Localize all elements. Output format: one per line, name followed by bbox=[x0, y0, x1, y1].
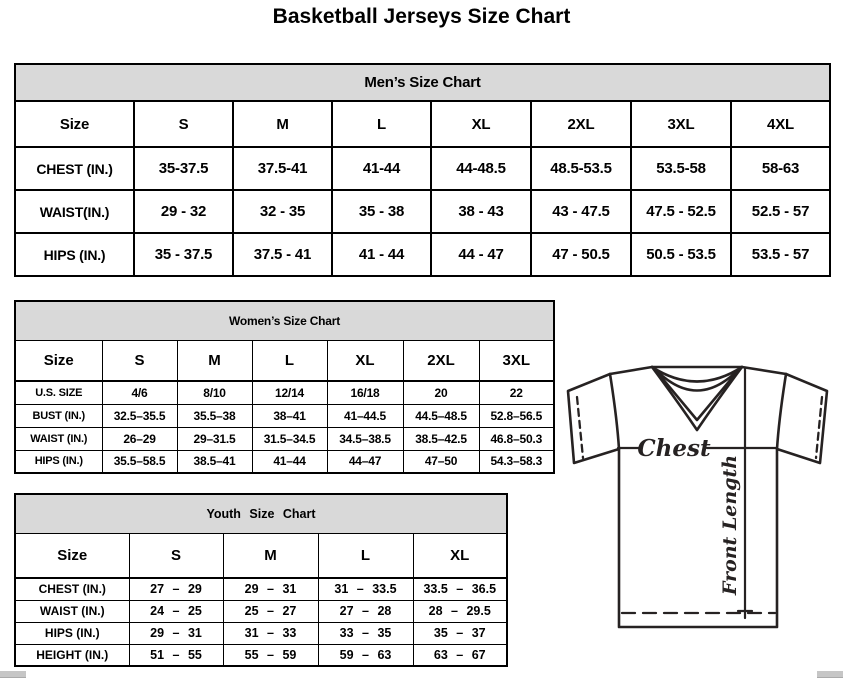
mens-size-chart-table bbox=[14, 63, 831, 277]
jersey-measurement-diagram bbox=[556, 360, 843, 645]
mens-col-header: XL bbox=[431, 101, 531, 147]
mens-cell: 53.5-58 bbox=[631, 147, 731, 190]
womens-size-chart-table bbox=[14, 300, 555, 474]
youth-cell: 35 – 37 bbox=[413, 622, 507, 644]
womens-cell: 29–31.5 bbox=[177, 427, 252, 450]
mens-cell: 47.5 - 52.5 bbox=[631, 190, 731, 233]
youth-cell: 31 – 33.5 bbox=[318, 578, 413, 600]
womens-row-label: HIPS (IN.) bbox=[15, 450, 102, 473]
youth-cell: 63 – 67 bbox=[413, 644, 507, 666]
front-length-label: Front Length bbox=[719, 454, 741, 596]
youth-row-label: HEIGHT (IN.) bbox=[15, 644, 129, 666]
womens-cell: 8/10 bbox=[177, 381, 252, 404]
youth-cell: 33.5 – 36.5 bbox=[413, 578, 507, 600]
jersey-outline bbox=[568, 374, 827, 627]
mens-cell: 29 - 32 bbox=[134, 190, 233, 233]
womens-cell: 35.5–38 bbox=[177, 404, 252, 427]
womens-cell: 41–44.5 bbox=[327, 404, 403, 427]
womens-cell: 4/6 bbox=[102, 381, 177, 404]
mens-cell: 47 - 50.5 bbox=[531, 233, 631, 276]
youth-size-chart-table bbox=[14, 493, 508, 667]
jersey-cuff-dash-left bbox=[577, 397, 583, 458]
mens-cell: 41 - 44 bbox=[332, 233, 431, 276]
youth-cell: 29 – 31 bbox=[223, 578, 318, 600]
mens-cell: 37.5 - 41 bbox=[233, 233, 332, 276]
youth-row-label: CHEST (IN.) bbox=[15, 578, 129, 600]
mens-row-label: HIPS (IN.) bbox=[15, 233, 134, 276]
womens-col-header: M bbox=[177, 340, 252, 381]
youth-row-label: HIPS (IN.) bbox=[15, 622, 129, 644]
womens-cell: 20 bbox=[403, 381, 479, 404]
chest-label: Chest bbox=[637, 435, 711, 462]
mens-col-header: L bbox=[332, 101, 431, 147]
womens-cell: 38–41 bbox=[252, 404, 327, 427]
mens-col-header: S bbox=[134, 101, 233, 147]
jersey-seam-left bbox=[610, 374, 619, 449]
mens-chart-title: Men’s Size Chart bbox=[15, 64, 830, 101]
mens-cell: 37.5-41 bbox=[233, 147, 332, 190]
womens-cell: 38.5–42.5 bbox=[403, 427, 479, 450]
mens-row-label: WAIST(IN.) bbox=[15, 190, 134, 233]
scrollbar-fragment-right[interactable] bbox=[817, 671, 843, 678]
womens-cell: 31.5–34.5 bbox=[252, 427, 327, 450]
youth-cell: 33 – 35 bbox=[318, 622, 413, 644]
jersey-vneck-inner bbox=[657, 372, 737, 420]
mens-row-label: CHEST (IN.) bbox=[15, 147, 134, 190]
mens-col-header: 2XL bbox=[531, 101, 631, 147]
womens-col-header: 3XL bbox=[479, 340, 554, 381]
page-title: Basketball Jerseys Size Chart bbox=[272, 5, 571, 28]
mens-cell: 41-44 bbox=[332, 147, 431, 190]
youth-cell: 28 – 29.5 bbox=[413, 600, 507, 622]
mens-cell: 32 - 35 bbox=[233, 190, 332, 233]
jersey-shoulder-right bbox=[742, 367, 786, 374]
mens-cell: 43 - 47.5 bbox=[531, 190, 631, 233]
youth-cell: 25 – 27 bbox=[223, 600, 318, 622]
jersey-seam-right bbox=[777, 374, 786, 449]
mens-cell: 52.5 - 57 bbox=[731, 190, 830, 233]
womens-col-header: 2XL bbox=[403, 340, 479, 381]
womens-cell: 47–50 bbox=[403, 450, 479, 473]
womens-cell: 46.8–50.3 bbox=[479, 427, 554, 450]
youth-cell: 51 – 55 bbox=[129, 644, 223, 666]
womens-cell: 54.3–58.3 bbox=[479, 450, 554, 473]
mens-cell: 35 - 38 bbox=[332, 190, 431, 233]
womens-row-label: WAIST (IN.) bbox=[15, 427, 102, 450]
youth-col-header: S bbox=[129, 533, 223, 578]
youth-cell: 31 – 33 bbox=[223, 622, 318, 644]
womens-chart-title: Women’s Size Chart bbox=[15, 301, 554, 340]
womens-col-header: S bbox=[102, 340, 177, 381]
mens-cell: 53.5 - 57 bbox=[731, 233, 830, 276]
womens-col-header: Size bbox=[15, 340, 102, 381]
womens-row-label: BUST (IN.) bbox=[15, 404, 102, 427]
mens-col-header: 3XL bbox=[631, 101, 731, 147]
womens-cell: 35.5–58.5 bbox=[102, 450, 177, 473]
mens-col-header: 4XL bbox=[731, 101, 830, 147]
womens-cell: 34.5–38.5 bbox=[327, 427, 403, 450]
womens-cell: 38.5–41 bbox=[177, 450, 252, 473]
youth-cell: 55 – 59 bbox=[223, 644, 318, 666]
mens-cell: 44 - 47 bbox=[431, 233, 531, 276]
womens-cell: 22 bbox=[479, 381, 554, 404]
youth-col-header: XL bbox=[413, 533, 507, 578]
youth-cell: 59 – 63 bbox=[318, 644, 413, 666]
youth-cell: 27 – 28 bbox=[318, 600, 413, 622]
womens-cell: 41–44 bbox=[252, 450, 327, 473]
youth-cell: 24 – 25 bbox=[129, 600, 223, 622]
womens-cell: 44–47 bbox=[327, 450, 403, 473]
womens-cell: 26–29 bbox=[102, 427, 177, 450]
mens-col-header: M bbox=[233, 101, 332, 147]
mens-cell: 35-37.5 bbox=[134, 147, 233, 190]
womens-col-header: XL bbox=[327, 340, 403, 381]
youth-cell: 29 – 31 bbox=[129, 622, 223, 644]
youth-chart-title: Youth Size Chart bbox=[15, 494, 507, 533]
youth-col-header: Size bbox=[15, 533, 129, 578]
mens-cell: 35 - 37.5 bbox=[134, 233, 233, 276]
mens-cell: 50.5 - 53.5 bbox=[631, 233, 731, 276]
youth-row-label: WAIST (IN.) bbox=[15, 600, 129, 622]
mens-cell: 44-48.5 bbox=[431, 147, 531, 190]
mens-col-header: Size bbox=[15, 101, 134, 147]
scrollbar-fragment-left[interactable] bbox=[0, 671, 26, 678]
womens-cell: 32.5–35.5 bbox=[102, 404, 177, 427]
mens-cell: 58-63 bbox=[731, 147, 830, 190]
mens-cell: 48.5-53.5 bbox=[531, 147, 631, 190]
youth-cell: 27 – 29 bbox=[129, 578, 223, 600]
youth-col-header: L bbox=[318, 533, 413, 578]
mens-cell: 38 - 43 bbox=[431, 190, 531, 233]
womens-row-label: U.S. SIZE bbox=[15, 381, 102, 404]
womens-cell: 52.8–56.5 bbox=[479, 404, 554, 427]
womens-cell: 12/14 bbox=[252, 381, 327, 404]
womens-cell: 16/18 bbox=[327, 381, 403, 404]
jersey-shoulder-left bbox=[610, 367, 652, 374]
womens-col-header: L bbox=[252, 340, 327, 381]
youth-col-header: M bbox=[223, 533, 318, 578]
womens-cell: 44.5–48.5 bbox=[403, 404, 479, 427]
